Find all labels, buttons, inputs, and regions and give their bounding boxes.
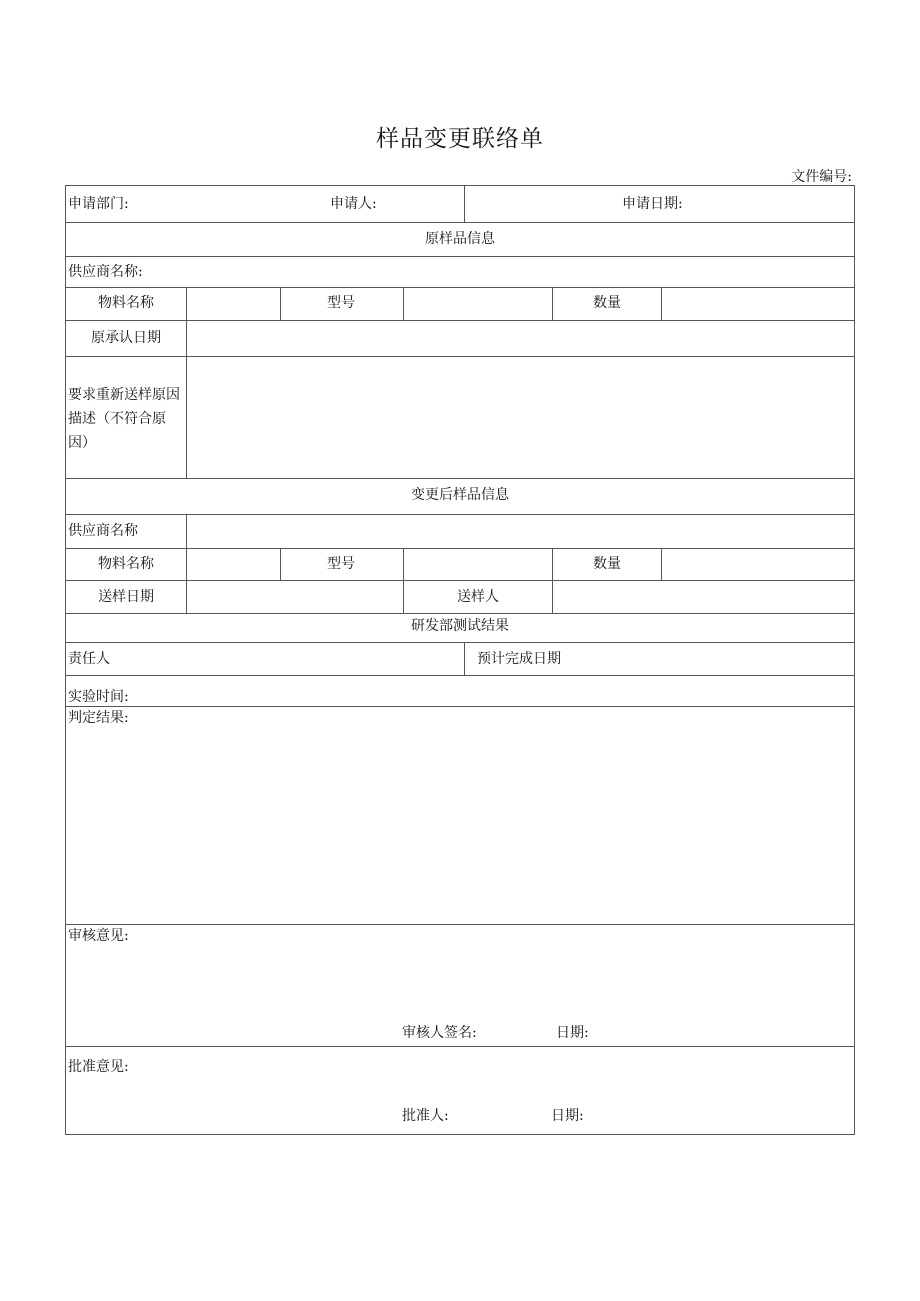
col-divider (280, 287, 281, 320)
col-divider (280, 548, 281, 580)
resend-reason-label: 要求重新送样原因描述（不符合原因） (68, 387, 180, 451)
original-material-label: 物料名称 (98, 295, 154, 311)
rnd-section-title: 研发部测试结果 (411, 618, 509, 634)
reviewer-signature-label: 审核人签名: (402, 1025, 477, 1041)
col-divider (661, 287, 662, 320)
original-approve-date-label: 原承认日期 (91, 330, 161, 346)
document-number-label: 文件编号: (791, 169, 852, 185)
test-time-label: 实验时间: (68, 689, 129, 705)
col-divider (464, 186, 465, 222)
sample-change-form (65, 185, 855, 1135)
row-divider (66, 256, 855, 257)
judgement-result-label: 判定结果: (68, 710, 129, 726)
approval-opinion-label: 批准意见: (68, 1059, 129, 1075)
expected-completion-label: 预计完成日期 (477, 651, 561, 667)
sender-label: 送样人 (457, 589, 499, 605)
approver-label: 批准人: (402, 1108, 449, 1124)
row-divider (66, 924, 855, 925)
row-divider (66, 478, 855, 479)
owner-label: 责任人 (68, 651, 110, 667)
changed-supplier-label: 供应商名称 (68, 523, 138, 539)
changed-section-title: 变更后样品信息 (411, 487, 509, 503)
approval-date-label: 日期: (551, 1108, 584, 1124)
apply-date-label: 申请日期: (622, 196, 683, 212)
col-divider (552, 548, 553, 613)
row-divider (66, 356, 855, 357)
review-date-label: 日期: (556, 1025, 589, 1041)
col-divider (403, 287, 404, 320)
row-divider (66, 287, 855, 288)
page-title: 样品变更联络单 (376, 126, 544, 152)
row-divider (66, 580, 855, 581)
changed-material-label: 物料名称 (98, 556, 154, 572)
original-supplier-label: 供应商名称: (68, 264, 143, 280)
row-divider (66, 222, 855, 223)
send-date-label: 送样日期 (98, 589, 154, 605)
col-divider (186, 514, 187, 613)
col-divider (661, 548, 662, 580)
row-divider (66, 514, 855, 515)
applicant-label: 申请人: (330, 196, 377, 212)
row-divider (66, 548, 855, 549)
col-divider (552, 287, 553, 320)
row-divider (66, 706, 855, 707)
col-divider (186, 287, 187, 478)
original-model-label: 型号 (327, 295, 355, 311)
row-divider (66, 613, 855, 614)
col-divider (403, 548, 404, 613)
row-divider (66, 675, 855, 676)
changed-model-label: 型号 (327, 556, 355, 572)
row-divider (66, 642, 855, 643)
original-quantity-label: 数量 (593, 295, 621, 311)
col-divider (464, 642, 465, 675)
changed-quantity-label: 数量 (593, 556, 621, 572)
review-opinion-label: 审核意见: (68, 928, 129, 944)
row-divider (66, 320, 855, 321)
apply-department-label: 申请部门: (68, 196, 129, 212)
row-divider (66, 1046, 855, 1047)
original-section-title: 原样品信息 (425, 231, 495, 247)
